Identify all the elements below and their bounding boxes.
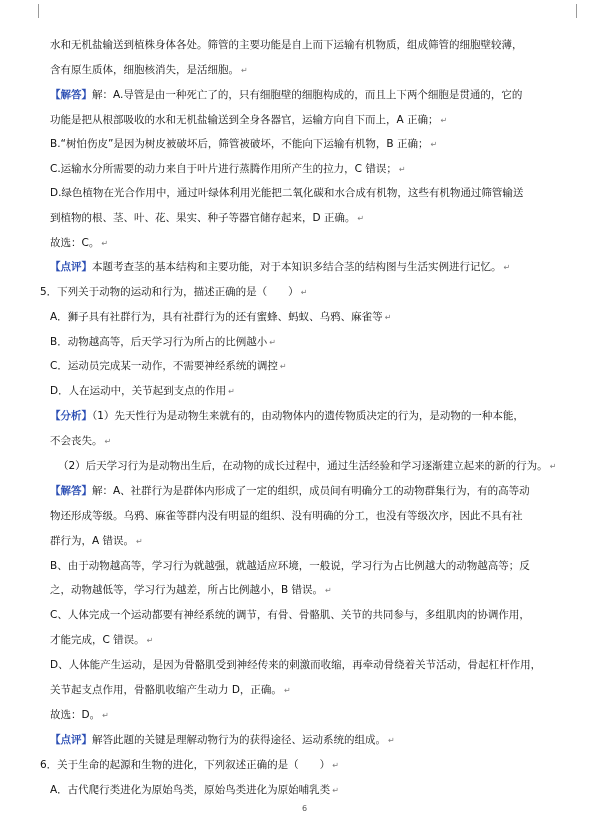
text-line: 含有原生质体，细胞核消失，是活细胞。 ↵ bbox=[50, 64, 248, 76]
option-c: C．运动员完成某一动作，不需要神经系统的调控 ↵ bbox=[50, 360, 287, 372]
option-a: A．古代爬行类进化为原始鸟类，原始鸟类进化为原始哺乳类 ↵ bbox=[50, 784, 339, 796]
text-line: B、由于动物越高等，学习行为就越强，就越适应环境，一般说，学习行为占比例越大的动物越高等；反 bbox=[50, 560, 530, 572]
text-line: C、人体完成一个运动都要有神经系统的调节，有骨、骨骼肌、关节的共同参与，多组肌肉的协调作用， bbox=[50, 609, 530, 621]
analysis-label: 【分析】 bbox=[50, 410, 92, 422]
option-a: A．狮子具有社群行为，具有社群行为的还有蜜蜂、蚂蚁、乌鸦、麻雀等 ↵ bbox=[50, 311, 392, 323]
text-line: 故选：C。 ↵ bbox=[50, 237, 109, 249]
question-6-stem: 6．关于生命的起源和生物的进化，下列叙述正确的是（ ） ↵ bbox=[40, 759, 339, 771]
text-line: 之，动物越低等，学习行为越差，所占比例越小，B 错误。 ↵ bbox=[50, 584, 332, 596]
page-number: 6 bbox=[301, 804, 308, 813]
text-line: （2）后天学习行为是动物出生后，在动物的成长过程中，通过生活经验和学习逐渐建立起来的新的行为。 ↵ bbox=[58, 460, 557, 472]
answer-label: 【解答】 bbox=[50, 89, 92, 101]
text-line: 水和无机盐输送到植株身体各处。筛管的主要功能是自上而下运输有机物质，组成筛管的细胞壁较薄， bbox=[50, 39, 523, 51]
text-line: 群行为，A 错误。 ↵ bbox=[50, 535, 143, 547]
text-line: 物还形成等级。乌鸦、麻雀等群内没有明显的组织、没有明确的分工，也没有等级次序，因此不具有社 bbox=[50, 510, 523, 522]
margin-corner-mark bbox=[576, 4, 583, 18]
text-line: 【点评】解答此题的关键是理解动物行为的获得途径、运动系统的组成。 ↵ bbox=[50, 734, 395, 746]
option-b: B．动物越高等，后天学习行为所占的比例越小 ↵ bbox=[50, 336, 276, 348]
text-line: 到植物的根、茎、叶、花、果实、种子等器官储存起来，D 正确。 ↵ bbox=[50, 212, 365, 224]
text-line: 功能是把从根部吸收的水和无机盐输送到全身各器官，运输方向自下而上，A 正确； ↵ bbox=[50, 114, 448, 126]
text-line: 关节起支点作用，骨骼肌收缩产生动力 D，正确。 ↵ bbox=[50, 684, 291, 696]
text-line: C.运输水分所需要的动力来自于叶片进行蒸腾作用所产生的拉力，C 错误； ↵ bbox=[50, 163, 406, 175]
text-line: 【解答】解：A、社群行为是群体内形成了一定的组织，成员间有明确分工的动物群集行为，有的高等动 bbox=[50, 485, 530, 497]
question-5-stem: 5．下列关于动物的运动和行为，描述正确的是（ ） ↵ bbox=[40, 286, 308, 298]
text-line: 不会丧失。 ↵ bbox=[50, 435, 112, 447]
comment-label: 【点评】 bbox=[50, 261, 92, 273]
text-line: 故选：D。 ↵ bbox=[50, 709, 109, 721]
text-line: D、人体能产生运动，是因为骨骼肌受到神经传来的刺激而收缩，再牵动骨绕着关节活动，骨起杠杆作用， bbox=[50, 659, 542, 671]
text-line: 【分析】（1）先天性行为是动物生来就有的，由动物体内的遗传物质决定的行为，是动物的一种本能， bbox=[50, 410, 524, 422]
option-d: D．人在运动中，关节起到支点的作用 ↵ bbox=[50, 385, 235, 397]
text-line: 才能完成，C 错误。 ↵ bbox=[50, 634, 154, 646]
text-line: 【解答】解：A.导管是由一种死亡了的，只有细胞壁的细胞构成的，而且上下两个细胞是贯通的，它的 bbox=[50, 89, 523, 101]
margin-corner-mark bbox=[32, 4, 39, 18]
text-line: 【点评】本题考查茎的基本结构和主要功能，对于本知识多结合茎的结构图与生活实例进行记忆。 ↵ bbox=[50, 261, 511, 273]
text-line: B.“树怕伤皮”是因为树皮被破坏后，筛管被破坏，不能向下运输有机物，B 正确； ↵ bbox=[50, 138, 438, 150]
answer-label: 【解答】 bbox=[50, 485, 92, 497]
text-line: D.绿色植物在光合作用中，通过叶绿体利用光能把二氧化碳和水合成有机物，这些有机物通过筛管输送 bbox=[50, 187, 524, 199]
comment-label: 【点评】 bbox=[50, 734, 92, 746]
